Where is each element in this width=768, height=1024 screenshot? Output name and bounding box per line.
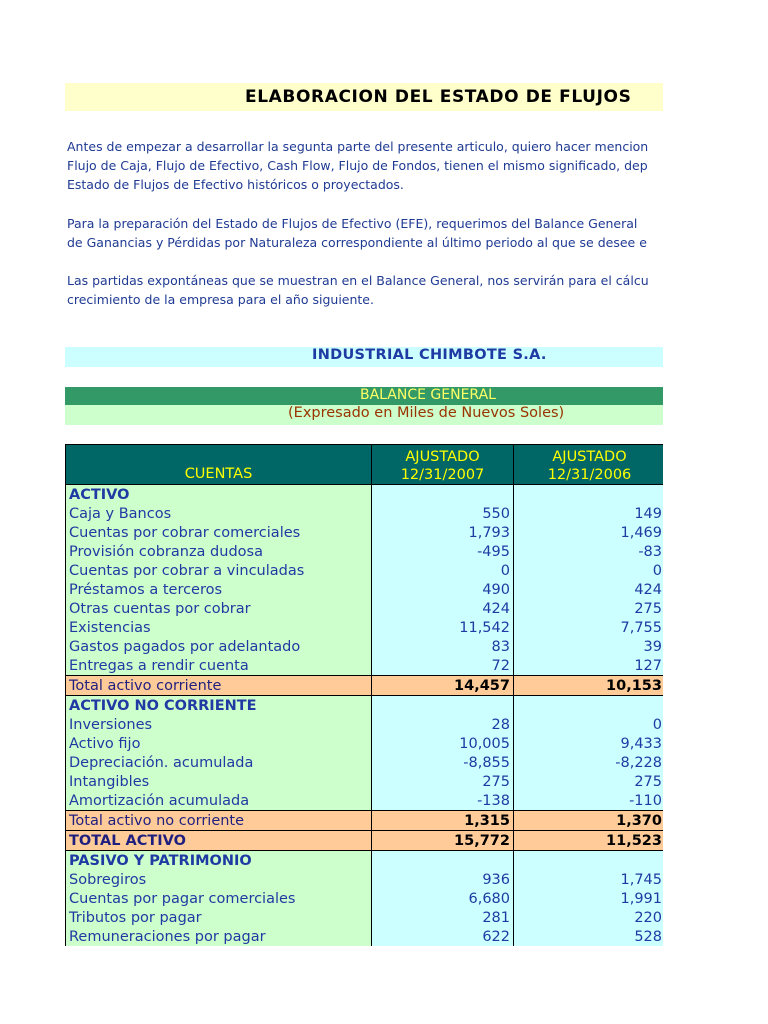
account-label: Remuneraciones por pagar [66,927,372,946]
account-label: Otras cuentas por cobrar [66,599,372,618]
intro-paragraph-2 [67,214,663,252]
header-2007-top: AJUSTADO [405,449,480,465]
value-2006: 149 [514,504,664,523]
paragraph-line: Flujo de Caja, Flujo de Efectivo, Cash Flow, Flujo de Fondos, tienen el mismo significado, dep [67,158,648,173]
value-2007: 10,005 [372,734,514,753]
statement-banner [65,387,663,405]
value-2007: -495 [372,542,514,561]
paragraph-line: Estado de Flujos de Efectivo históricos o proyectados. [67,177,404,192]
value-2006 [514,485,664,505]
table-row [66,870,664,889]
page-title: ELABORACION DEL ESTADO DE FLUJOS [245,87,632,107]
value-2007: 622 [372,927,514,946]
value-2007: 1,315 [372,811,514,831]
units-label: (Expresado en Miles de Nuevos Soles) [288,405,565,421]
account-label: PASIVO Y PATRIMONIO [66,851,372,871]
value-2007: 275 [372,772,514,791]
account-label: ACTIVO [66,485,372,505]
header-2006-date: 12/31/2006 [547,467,632,483]
account-label: Sobregiros [66,870,372,889]
value-2007: 15,772 [372,831,514,851]
table-row [66,504,664,523]
value-2006: 0 [514,561,664,580]
value-2006: 0 [514,715,664,734]
company-name: INDUSTRIAL CHIMBOTE S.A. [312,347,547,363]
account-label: Provisión cobranza dudosa [66,542,372,561]
value-2006: 7,755 [514,618,664,637]
table-row [66,791,664,811]
value-2006: 9,433 [514,734,664,753]
table-row [66,580,664,599]
account-label: Amortización acumulada [66,791,372,811]
account-label: Cuentas por pagar comerciales [66,889,372,908]
value-2006: -83 [514,542,664,561]
header-accounts: CUENTAS [66,445,372,485]
table-row [66,734,664,753]
value-2007: 14,457 [372,676,514,696]
account-label: Gastos pagados por adelantado [66,637,372,656]
table-row [66,485,664,505]
value-2007: -8,855 [372,753,514,772]
value-2006: 11,523 [514,831,664,851]
table-row [66,811,664,831]
table-row [66,851,664,871]
table-row [66,772,664,791]
value-2006: 39 [514,637,664,656]
value-2007 [372,485,514,505]
table-row [66,561,664,580]
intro-paragraph-3 [67,271,663,309]
account-label: Depreciación. acumulada [66,753,372,772]
value-2006: 275 [514,772,664,791]
value-2006 [514,851,664,871]
value-2006: 1,745 [514,870,664,889]
value-2007: 550 [372,504,514,523]
account-label: Cuentas por cobrar comerciales [66,523,372,542]
value-2007: 281 [372,908,514,927]
table-row [66,618,664,637]
account-label: Cuentas por cobrar a vinculadas [66,561,372,580]
table-row [66,927,664,946]
paragraph-line: crecimiento de la empresa para el año siguiente. [67,292,374,307]
paragraph-line: Antes de empezar a desarrollar la segunta parte del presente articulo, quiero hacer mencion [67,139,649,154]
table-row [66,696,664,716]
company-banner [65,347,663,367]
value-2007: 83 [372,637,514,656]
table-row [66,523,664,542]
table-row [66,542,664,561]
value-2007: 0 [372,561,514,580]
value-2007: 6,680 [372,889,514,908]
intro-paragraph-1 [67,137,663,194]
header-2006-top: AJUSTADO [552,449,627,465]
value-2006: 1,469 [514,523,664,542]
table-row [66,676,664,696]
table-row [66,715,664,734]
account-label: Total activo no corriente [66,811,372,831]
units-banner [65,405,663,425]
account-label: Préstamos a terceros [66,580,372,599]
value-2006: 275 [514,599,664,618]
value-2007: 490 [372,580,514,599]
table-row [66,637,664,656]
balance-sheet-table [65,444,663,946]
account-label: Entregas a rendir cuenta [66,656,372,676]
value-2006: 424 [514,580,664,599]
value-2007: -138 [372,791,514,811]
title-banner [65,83,663,111]
header-2006 [514,445,664,485]
value-2007: 72 [372,656,514,676]
statement-title: BALANCE GENERAL [360,387,496,403]
table-row [66,908,664,927]
table-row [66,656,664,676]
value-2006: 10,153 [514,676,664,696]
header-2007 [372,445,514,485]
table-row [66,599,664,618]
account-label: Tributos por pagar [66,908,372,927]
table-header-row [66,445,664,485]
value-2007: 936 [372,870,514,889]
value-2006: 220 [514,908,664,927]
value-2006 [514,696,664,716]
account-label: Intangibles [66,772,372,791]
value-2007 [372,851,514,871]
value-2007: 11,542 [372,618,514,637]
value-2006: -8,228 [514,753,664,772]
header-2007-date: 12/31/2007 [400,467,485,483]
table-row [66,889,664,908]
table-row [66,831,664,851]
account-label: Total activo corriente [66,676,372,696]
table-row [66,753,664,772]
account-label: ACTIVO NO CORRIENTE [66,696,372,716]
value-2006: 528 [514,927,664,946]
value-2006: 1,991 [514,889,664,908]
account-label: TOTAL ACTIVO [66,831,372,851]
value-2007: 28 [372,715,514,734]
account-label: Inversiones [66,715,372,734]
paragraph-line: de Ganancias y Pérdidas por Naturaleza correspondiente al último periodo al que se desee e [67,235,647,250]
value-2007: 424 [372,599,514,618]
account-label: Activo fijo [66,734,372,753]
value-2006: 127 [514,656,664,676]
account-label: Caja y Bancos [66,504,372,523]
value-2006: -110 [514,791,664,811]
paragraph-line: Las partidas expontáneas que se muestran en el Balance General, nos servirán para el cálcu [67,273,649,288]
value-2007: 1,793 [372,523,514,542]
value-2007 [372,696,514,716]
account-label: Existencias [66,618,372,637]
value-2006: 1,370 [514,811,664,831]
paragraph-line: Para la preparación del Estado de Flujos de Efectivo (EFE), requerimos del Balance General [67,216,638,231]
